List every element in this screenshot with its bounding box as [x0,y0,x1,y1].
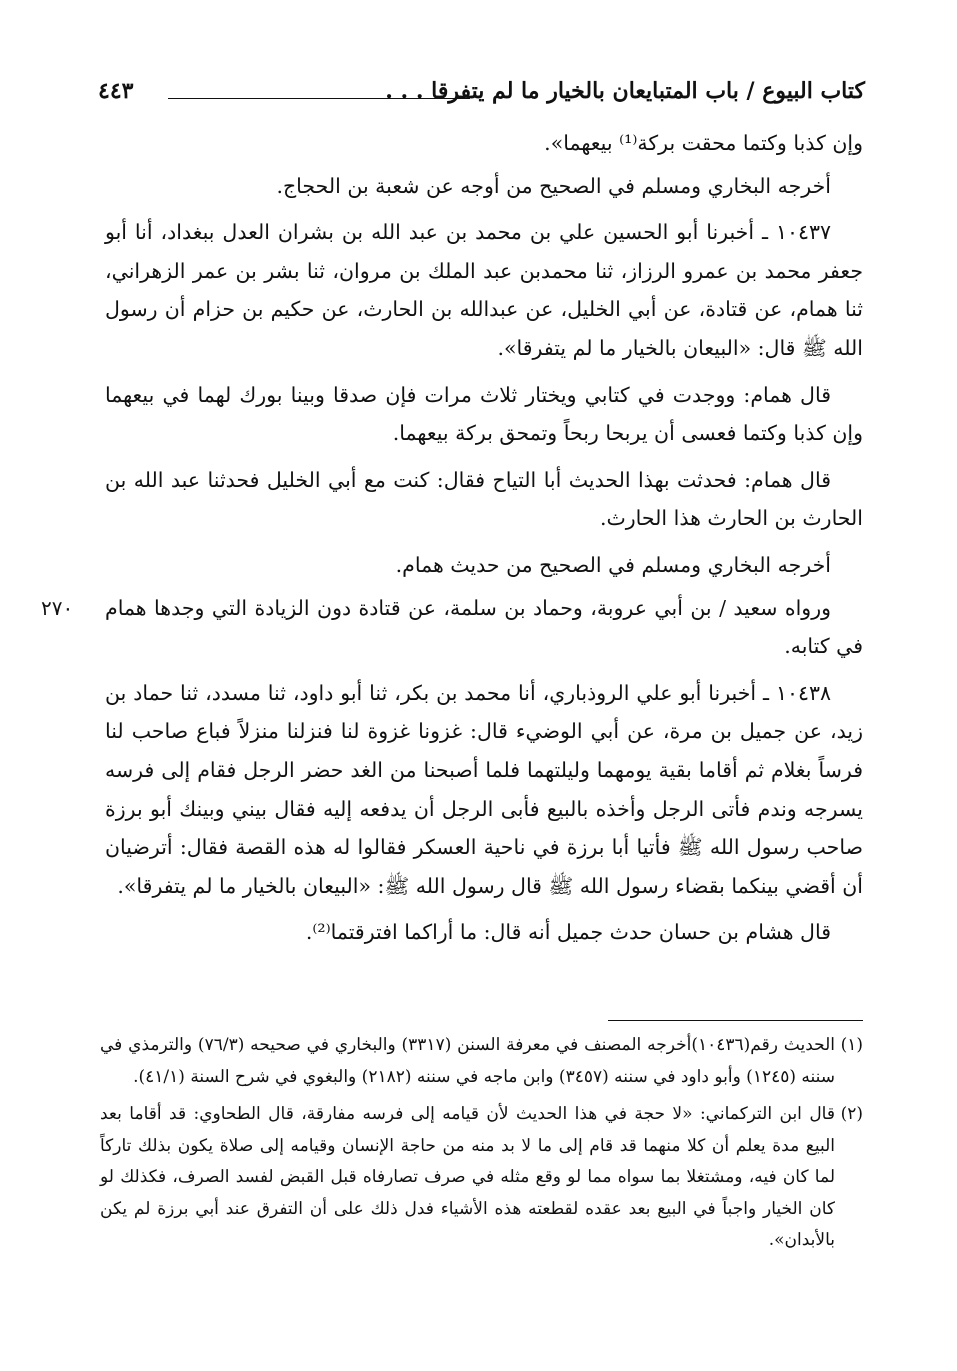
margin-folio-number: ٢٧٠ [41,595,74,620]
page-number: ٤٤٣ [98,78,134,104]
paragraph-hisham: قال هشام بن حسان حدث جميل أنه قال: ما أراكما افترقتما⁽²⁾. [305,920,831,945]
paragraph-takhrij: أخرجه البخاري ومسلم في الصحيح من حديث همام. [395,552,831,577]
footnote-2-text: قال ابن التركماني: «لا حجة في هذا الحديث لأن قيامه إلى فرسه مفارقة، قال الطحاوي: قد أقاما بعد البيع مدة يعلم أن كلا منهما قد قام إلى ما لا بد منه من حاجة الإنسان وقيامه إلى صلاة يكون بذلك تاركاً لما كان فيه، ومشتغلا بما سواه مما لو وقع مثله في صرف تصارفاه قبل القبض لفسد الصرف، فكذلك لو كان الخيار واجباً في البيع بعد عقده لقطعته هذه الأشياء فدل ذلك على أن التفرق عند أبي برزة لم يكن بالأبدان». [100,1104,835,1250]
footnote-1-text: الحديث رقم(١٠٤٣٦)أخرجه المصنف في معرفة السنن (٣٣١٧) والبخاري في صحيحه (٧٦/٣) والترمذي في سننه (١٢٤٥) وأبو داود في سننه (٣٤٥٧) وابن ماجه في سننه (٢١٨٢) والبغوي في شرح السنة (٤١/١). [100,1035,835,1087]
footnotes [100,1030,863,1263]
header-rule [168,98,470,99]
header-title: كتاب البيوع / باب المتبايعان بالخيار ما لم يتفرقا . . . [385,78,865,104]
paragraph-hammam-2: قال همام: فحدثت بهذا الحديث أبا التياح فقال: كنت مع أبي الخليل فحدثنا عبد الله بن الحارث بن الحارث هذا الحارث. [105,467,863,531]
paragraph-2: أخرجه البخاري ومسلم في الصحيح من أوجه عن شعبة بن الحجاج. [276,173,831,198]
footnote-separator [608,1020,863,1021]
paragraph-hammam-1: قال همام: ووجدت في كتابي ويختار ثلاث مرات فإن صدقا وبينا بورك لهما في بيعهما وإن كذبا وكتما فعسى أن يربحا ربحاً وتمحق بركة بيعهما. [105,382,863,446]
hadith-10438: ١٠٤٣٨ ـ أخبرنا أبو علي الروذباري، أنا محمد بن بكر، ثنا أبو داود، ثنا مسدد، ثنا حماد بن زيد، عن جميل بن مرة، عن أبي الوضيء قال: غزونا غزوة لنا فنزلنا منزلاً فباع صاحب لنا فرساً بغلام ثم أقاما بقية يومهما وليلتهما فلما أصبحنا من الغد حضر الرجل فقام إلى فرسه يسرجه وندم فأتى الرجل وأخذه بالبيع فأبى الرجل أن يدفعه إليه فقال بيني وبينك أبو برزة صاحب رسول الله ﷺ فأتيا أبا برزة في ناحية العسكر فقالوا له هذه القصة فقال: أترضيان أن أقضي بينكما بقضاء رسول الله ﷺ قال رسول الله ﷺ: «البيعان بالخيار ما لم يتفرقا». [105,680,863,898]
footnote-1-number: (١) [840,1035,863,1055]
footnote-1 [100,1030,863,1093]
footnote-2-number: (٢) [840,1104,863,1124]
footnote-2 [100,1099,863,1257]
paragraph-riwaya: ورواه سعيد / بن أبي عروبة، وحماد بن سلمة، عن قتادة دون الزيادة التي وجدها همام في كتابه. [105,595,863,659]
paragraph-riwaya-wrap [41,589,863,666]
running-header [98,74,865,120]
main-text [41,124,863,960]
paragraph-1: وإن كذبا وكتما محقت بركة⁽¹⁾ بيعهما». [544,131,863,155]
hadith-10437: ١٠٤٣٧ ـ أخبرنا أبو الحسين علي بن محمد بن عبد الله بن بشران العدل ببغداد، أنا أبو جعفر محمد بن عمرو الرزاز، ثنا محمدبن عبد الملك بن مروان، ثنا بشر بن عمر الزهراني، ثنا همام، عن قتادة، عن أبي الخليل، عن عبدالله بن الحارث، عن حكيم بن حزام أن رسول الله ﷺ قال: «البيعان بالخيار ما لم يتفرقا». [105,220,863,360]
